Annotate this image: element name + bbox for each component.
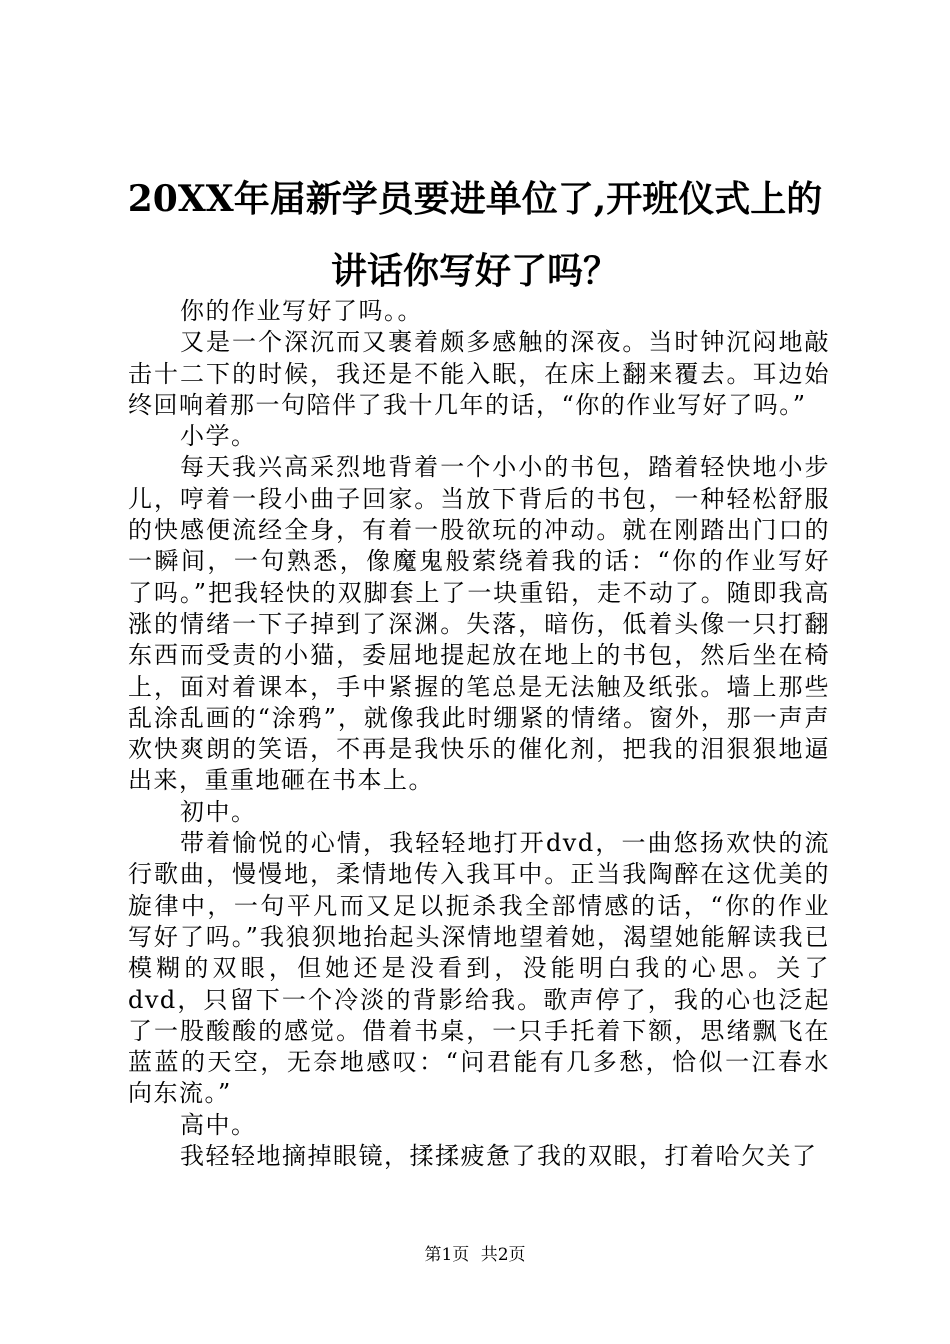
paragraph: 你的作业写好了吗。。 <box>180 297 423 325</box>
document-title: 20XX年届新学员要进单位了,开班仪式上的讲话你写好了吗？ <box>127 178 823 292</box>
section-heading: 高中。 <box>180 1110 257 1139</box>
paragraph: 我轻轻地摘掉眼镜，揉揉疲惫了我的双眼，打着哈欠关了 <box>180 1142 818 1171</box>
page-footer <box>0 1243 950 1267</box>
page-total: 共2页 <box>480 1245 526 1265</box>
section-heading: 初中。 <box>180 797 257 826</box>
paragraph: 每天我兴高采烈地背着一个小小的书包，踏着轻快地小步儿，哼着一段小曲子回家。当放下背后的书包，一种轻松舒服的快感便流经全身，有着一股欲玩的冲动。就在刚踏出门口的一瞬间，一句熟悉，像魔鬼般萦绕着我的话：“你的作业写好了吗。”把我轻快的双脚套上了一块重铅，走不动了。随即我高涨的情绪一下子掉到了深渊。失落，暗伤，低着头像一只打翻东西而受责的小猫，委屈地提起放在地上的书包，然后坐在椅上，面对着课本，手中紧握的笔总是无法触及纸张。墙上那些乱涂乱画的“涂鸦”，就像我此时绷紧的情绪。窗外，那一声声欢快爽朗的笑语，不再是我快乐的催化剂，把我的泪狠狠地逼出来，重重地砸在书本上。 <box>128 453 830 795</box>
document-body <box>128 296 830 1172</box>
paragraph: 又是一个深沉而又裹着颇多感触的深夜。当时钟沉闷地敲击十二下的时候，我还是不能入眠，在床上翻来覆去。耳边始终回响着那一句陪伴了我十几年的话，“你的作业写好了吗。” <box>128 328 830 419</box>
section-heading: 小学。 <box>180 422 257 451</box>
page-number: 第1页 <box>424 1245 470 1265</box>
paragraph: 带着愉悦的心情，我轻轻地打开dvd，一曲悠扬欢快的流行歌曲，慢慢地，柔情地传入我耳中。正当我陶醉在这优美的旋律中，一句平凡而又足以扼杀我全部情感的话，“你的作业写好了吗。”我狼狈地抬起头深情地望着她，渴望她能解读我已模糊的双眼，但她还是没看到，没能明白我的心思。关了dvd，只留下一个冷淡的背影给我。歌声停了，我的心也泛起了一股酸酸的感觉。借着书桌，一只手托着下额，思绪飘飞在蓝蓝的天空，无奈地感叹：“问君能有几多愁，恰似一江春水向东流。” <box>128 829 830 1108</box>
